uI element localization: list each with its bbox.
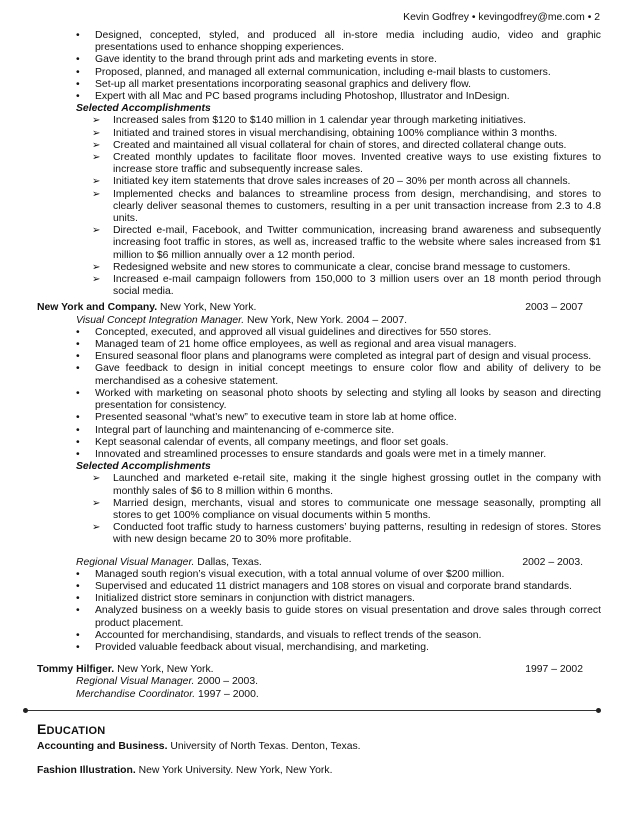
job1-accomplishment-list: [37, 115, 601, 298]
accomplishment-item: ➢ Married design, merchants, visual and stores to communicate one message seasonally, prompting all stores to get 100% compliance on visual documents within 5 months.: [37, 498, 601, 522]
job3-role-b-line: [37, 689, 601, 701]
list-item: • Designed, concepted, styled, and produced all in-store media including audio, video and graphic presentations used to enhance shopping experiences.: [37, 30, 601, 54]
job2-dates: 2003 – 2007: [525, 302, 583, 314]
job2-role2: Regional Visual Manager.: [76, 556, 195, 568]
list-item: • Managed south region’s visual execution, with a total annual volume of over $200 million.: [37, 569, 601, 581]
education-heading-initial: E: [37, 720, 47, 737]
accomplishment-item: ➢ Conducted foot traffic study to harness customers’ buying patterns, resulting in redesign of stores. Stores with new design became 20 to 30% more profitable.: [37, 522, 601, 546]
job2-role2-bullet-list: [37, 569, 601, 654]
job2-role-detail: New York, New York. 2004 – 2007.: [244, 314, 407, 326]
divider-dot-right: [596, 708, 601, 713]
accomplishment-item: ➢ Implemented checks and balances to streamline process from design, merchandising, and stores to clearly deliver seasonal themes to customers, resulting in a per unit transaction increase from 2.3 to 4.8 units.: [37, 189, 601, 226]
list-item: • Provided valuable feedback about visual, merchandising, and marketing.: [37, 642, 601, 654]
list-item: • Gave identity to the brand through print ads and marketing events in store.: [37, 54, 601, 66]
page-header: Kevin Godfrey • kevingodfrey@me.com • 2: [403, 12, 600, 23]
resume-content: [37, 30, 601, 777]
spacer: [37, 547, 601, 557]
list-item: • Proposed, planned, and managed all external communication, including e-mail blasts to customers.: [37, 67, 601, 79]
education-degree-2: Fashion Illustration.: [37, 764, 136, 776]
list-item: • Initialized district store seminars in conjunction with district managers.: [37, 593, 601, 605]
job1-bullet-list: [37, 30, 601, 103]
job2-location: New York, New York.: [157, 302, 257, 314]
job3-location: New York, New York.: [114, 664, 214, 676]
education-degree-1: Accounting and Business.: [37, 740, 168, 752]
list-item: • Integral part of launching and maintenancing of e-commerce site.: [37, 425, 601, 437]
spacer: [37, 654, 601, 664]
selected-accomplishments-label-2: Selected Accomplishments: [76, 461, 211, 473]
job2-role2-dates: 2002 – 2003.: [522, 556, 583, 568]
list-item: • Gave feedback to design in initial concept meetings to ensure color flow and ability of delivery to be merchandised as a cohesive statement.: [37, 363, 601, 387]
list-item: • Presented seasonal “what’s new” to executive team in store lab at home office.: [37, 412, 601, 424]
job3-company: Tommy Hilfiger.: [37, 664, 115, 676]
job2-role2-detail: Dallas, Texas.: [194, 556, 262, 568]
accomplishment-item: ➢ Created and maintained all visual collateral for chain of stores, and directed collateral change outs.: [37, 140, 601, 152]
education-school-1: University of North Texas. Denton, Texas.: [167, 740, 361, 752]
list-item: • Innovated and streamlined processes to ensure standards and goals were met in a timely manner.: [37, 449, 601, 461]
job3-role-a-detail: 2000 – 2003.: [194, 676, 258, 688]
section-divider: [23, 707, 601, 715]
divider-line: [26, 710, 598, 711]
job2-role-line: [37, 315, 601, 327]
job3-dates: 1997 – 2002: [525, 664, 583, 676]
list-item: • Managed team of 21 home office employees, as well as regional and area visual managers.: [37, 339, 601, 351]
accomplishment-item: ➢ Initiated and trained stores in visual merchandising, obtaining 100% compliance within 3 months.: [37, 128, 601, 140]
job2-accomplishment-list: [37, 473, 601, 546]
education-item-2: [37, 765, 601, 777]
accomplishment-item: ➢ Increased e-mail campaign followers from 150,000 to 3 million users over an 18 month period through social media.: [37, 274, 601, 298]
accomplishment-item: ➢ Redesigned website and new stores to communicate a clear, concise brand message to customers.: [37, 262, 601, 274]
list-item: • Kept seasonal calendar of events, all company meetings, and floor set goals.: [37, 437, 601, 449]
list-item: • Ensured seasonal floor plans and planograms were completed as integral part of design and visual process.: [37, 351, 601, 363]
list-item: • Expert with all Mac and PC based programs including Photoshop, Illustrator and InDesign.: [37, 91, 601, 103]
list-item: • Accounted for merchandising, standards, and visuals to reflect trends of the season.: [37, 630, 601, 642]
job3-role-b: Merchandise Coordinator.: [76, 688, 196, 700]
accomplishment-item: ➢ Created monthly updates to facilitate floor moves. Invented creative ways to use existing fixtures to increase store traffic and subsequently increase sales.: [37, 152, 601, 176]
job3-role-a: Regional Visual Manager.: [76, 676, 195, 688]
job2-company: New York and Company.: [37, 302, 158, 314]
accomplishment-item: ➢ Increased sales from $120 to $140 million in 1 calendar year through marketing initiatives.: [37, 115, 601, 127]
list-item: • Set-up all market presentations incorporating seasonal graphics and delivery flow.: [37, 79, 601, 91]
list-item: • Worked with marketing on seasonal photo shoots by selecting and styling all looks by season and directing presentation for consistency.: [37, 388, 601, 412]
job2-heading: [37, 302, 601, 314]
list-item: • Supervised and educated 11 district managers and 108 stores on visual and corporate brand standards.: [37, 581, 601, 593]
accomplishment-item: ➢ Directed e-mail, Facebook, and Twitter communication, increasing brand awareness and subsequently increasing foot traffic in stores, as well as, increased traffic to the website where sales increased from $1 million to $6 million annually over a 12 month period.: [37, 225, 601, 262]
accomplishment-item: ➢ Launched and marketed e-retail site, making it the single highest grossing outlet in the company with monthly sales of $6 to 8 million within 6 months.: [37, 473, 601, 497]
list-item: • Analyzed business on a weekly basis to guide stores on visual presentation and drove sales through correct product placement.: [37, 605, 601, 629]
job3-heading: [37, 664, 601, 676]
divider-dot-left: [23, 708, 28, 713]
job2-role2-heading: [37, 557, 601, 569]
education-school-2: New York University. New York, New York.: [135, 764, 333, 776]
accomplishment-item: ➢ Initiated key item statements that drove sales increases of 20 – 30% per month across all channels.: [37, 176, 601, 188]
selected-accomplishments-label: Selected Accomplishments: [76, 103, 211, 115]
job2-bullet-list: [37, 327, 601, 461]
list-item: • Concepted, executed, and approved all visual guidelines and directives for 550 stores.: [37, 327, 601, 339]
job3-role-a-line: [37, 676, 601, 688]
job2-role: Visual Concept Integration Manager.: [76, 314, 245, 326]
job3-role-b-detail: 1997 – 2000.: [195, 688, 259, 700]
education-heading: [37, 721, 601, 739]
education-item-1: [37, 741, 601, 753]
education-heading-rest: DUCATION: [46, 724, 106, 737]
